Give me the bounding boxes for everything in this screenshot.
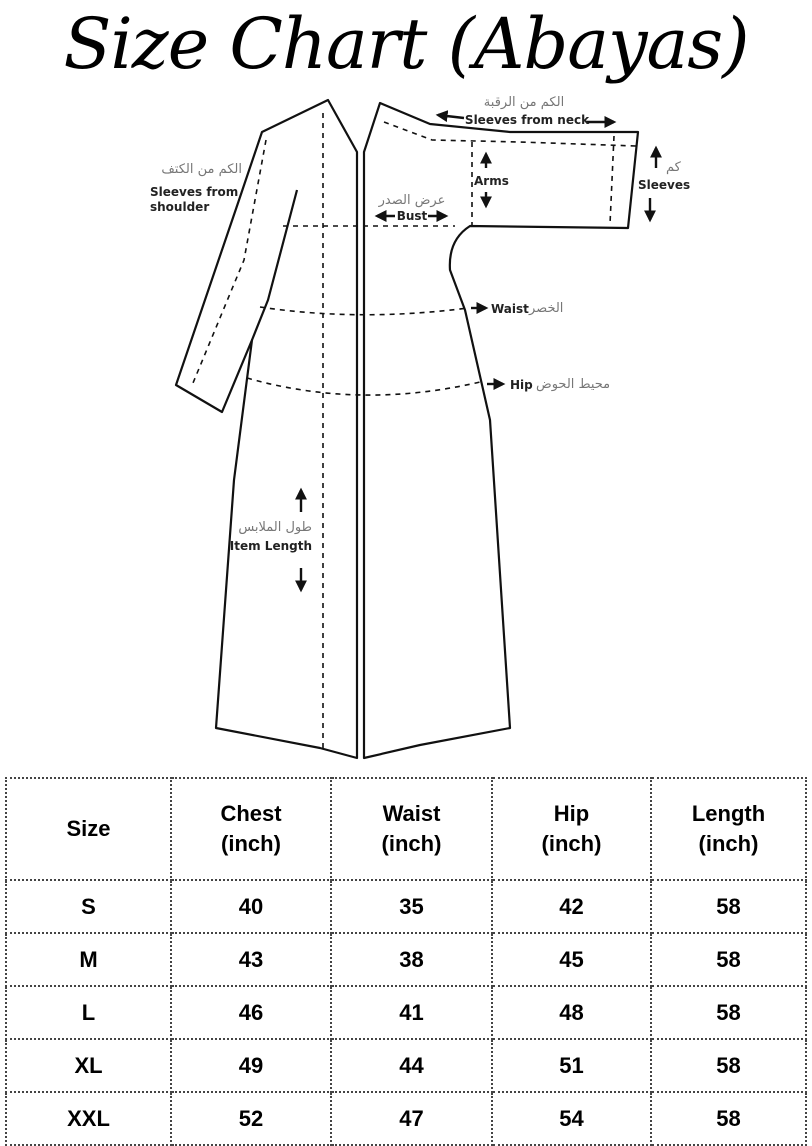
cell-chest: 52 — [171, 1092, 331, 1145]
bust-ar-label: عرض الصدر — [378, 193, 446, 208]
cell-waist: 41 — [331, 986, 492, 1039]
cell-hip: 51 — [492, 1039, 651, 1092]
length-en-label: Item Length — [229, 539, 312, 553]
hip-en-label: Hip — [510, 378, 533, 392]
sleeves-neck-arrow-left — [438, 115, 464, 118]
header-size: Size — [6, 778, 171, 880]
cell-size: S — [6, 880, 171, 933]
cell-hip: 42 — [492, 880, 651, 933]
table-row — [6, 880, 806, 933]
sleeves-shoulder-en-label-2: shoulder — [150, 200, 210, 214]
cell-length: 58 — [651, 1039, 806, 1092]
cell-size: M — [6, 933, 171, 986]
cell-chest: 40 — [171, 880, 331, 933]
cell-length: 58 — [651, 880, 806, 933]
cell-waist: 35 — [331, 880, 492, 933]
size-table — [5, 777, 807, 1146]
cell-size: XXL — [6, 1092, 171, 1145]
cell-length: 58 — [651, 933, 806, 986]
sleeves-neck-en-label: Sleeves from neck — [464, 113, 590, 127]
page-title: Size Chart (Abayas) — [63, 3, 749, 85]
cell-hip: 48 — [492, 986, 651, 1039]
waist-ar-label: الخصر — [529, 301, 564, 316]
waist-en-label: Waist — [491, 302, 529, 316]
cell-length: 58 — [651, 986, 806, 1039]
left-sleeve-edge — [252, 190, 297, 340]
cell-hip: 45 — [492, 933, 651, 986]
cell-hip: 54 — [492, 1092, 651, 1145]
sleeves-neck-ar-label: الكم من الرقبة — [483, 95, 565, 110]
sleeves-cut-en-label: Sleeves — [638, 178, 691, 192]
cell-waist: 44 — [331, 1039, 492, 1092]
table-header-row — [6, 778, 806, 880]
table-row — [6, 1039, 806, 1092]
sleeves-shoulder-ar-label: الكم من الكتف — [161, 162, 242, 177]
table-row — [6, 986, 806, 1039]
abaya-diagram — [0, 88, 812, 768]
header-length: Length (inch) — [651, 778, 806, 880]
bust-en-label: Bust — [396, 209, 428, 223]
cell-size: XL — [6, 1039, 171, 1092]
cell-waist: 38 — [331, 933, 492, 986]
sleeve-cuff-dash — [610, 136, 614, 224]
cell-chest: 49 — [171, 1039, 331, 1092]
header-waist: Waist (inch) — [331, 778, 492, 880]
header-hip: Hip (inch) — [492, 778, 651, 880]
table-row — [6, 1092, 806, 1145]
length-ar-label: طول الملابس — [238, 520, 312, 535]
sleeves-shoulder-en-label-1: Sleeves from — [150, 185, 239, 199]
table-row — [6, 933, 806, 986]
cell-waist: 47 — [331, 1092, 492, 1145]
arms-label: Arms — [474, 174, 509, 188]
cell-chest: 46 — [171, 986, 331, 1039]
cell-length: 58 — [651, 1092, 806, 1145]
hip-ar-label: محيط الحوض — [536, 377, 611, 392]
sleeves-cut-ar-label: كم — [666, 160, 681, 175]
header-chest: Chest (inch) — [171, 778, 331, 880]
cell-size: L — [6, 986, 171, 1039]
cell-chest: 43 — [171, 933, 331, 986]
